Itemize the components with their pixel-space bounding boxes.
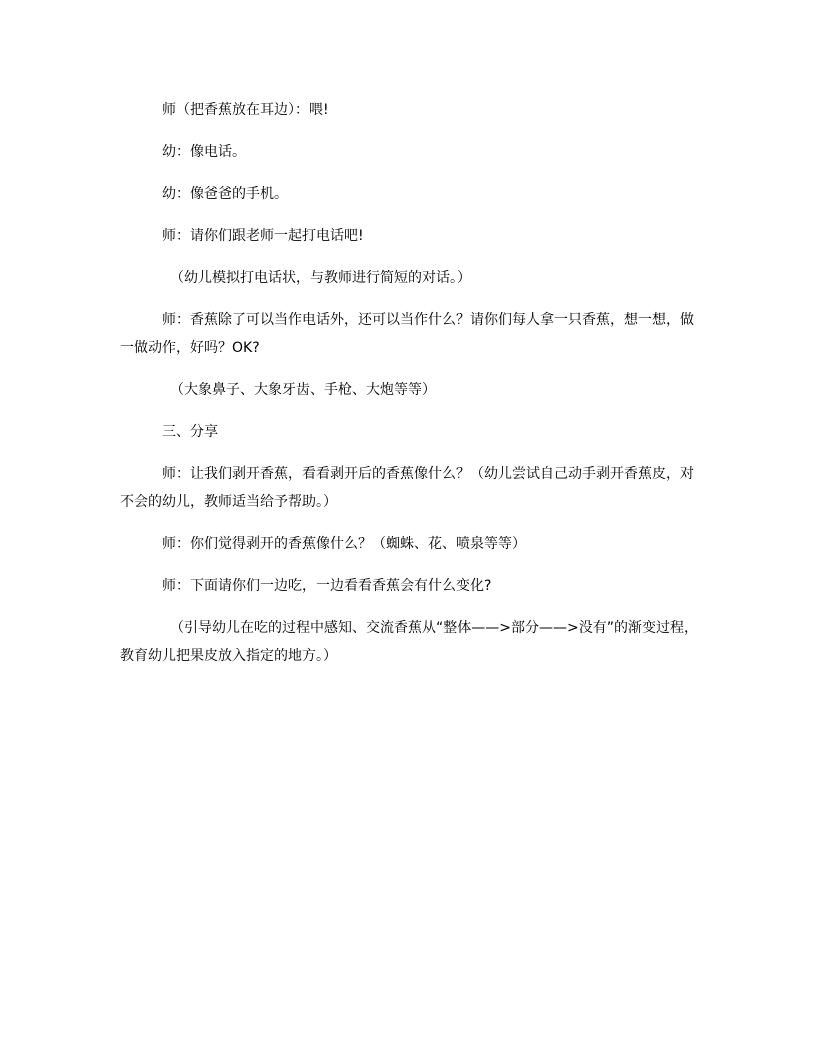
paragraph-6: 师：香蕉除了可以当作电话外，还可以当作什么？请你们每人拿一只香蕉，想一想，做一做动作，好吗？OK? xyxy=(120,312,694,356)
paragraph-11: 师：下面请你们一边吃，一边看看香蕉会有什么变化? xyxy=(162,578,492,594)
paragraph-10: 师：你们觉得剥开的香蕉像什么？（蜘蛛、花、喷泉等等） xyxy=(162,536,526,552)
paragraph-4: 师：请你们跟老师一起打电话吧! xyxy=(162,228,364,244)
paragraph-12: （引导幼儿在吃的过程中感知、交流香蕉从“整体——>部分——>没有”的渐变过程，教育幼儿把果皮放入指定的地方。） xyxy=(120,620,698,664)
paragraph-1: 师（把香蕉放在耳边）：喂! xyxy=(162,102,329,118)
section-heading-share: 三、分享 xyxy=(162,424,218,440)
paragraph-9: 师：让我们剥开香蕉，看看剥开后的香蕉像什么？（幼儿尝试自己动手剥开香蕉皮，对不会的幼儿，教师适当给予帮助。） xyxy=(120,466,694,510)
paragraph-2: 幼：像电话。 xyxy=(162,144,246,160)
paragraph-3: 幼：像爸爸的手机。 xyxy=(162,186,288,202)
paragraph-5: （幼儿模拟打电话状，与教师进行简短的对话。） xyxy=(170,270,471,286)
document-body xyxy=(120,96,700,684)
paragraph-7: （大象鼻子、大象牙齿、手枪、大炮等等） xyxy=(170,382,436,398)
